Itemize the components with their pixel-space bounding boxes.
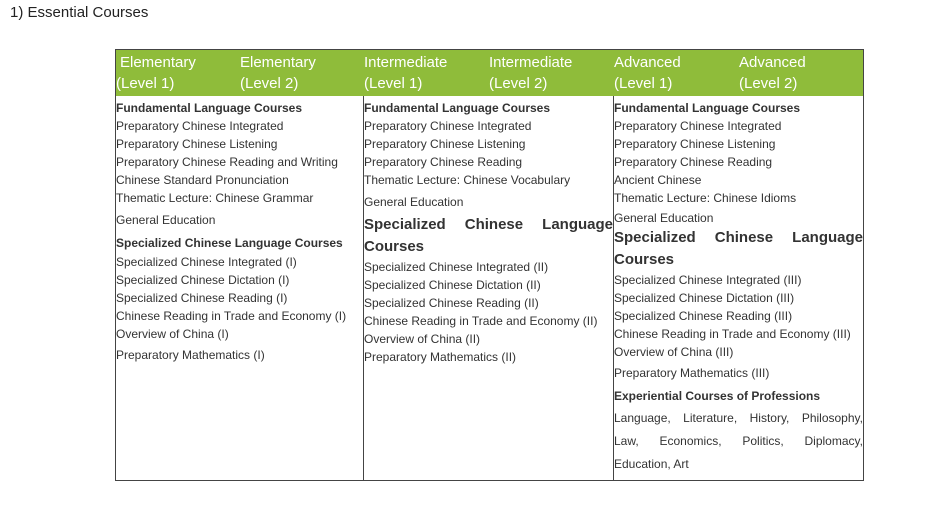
heading-word: Chinese	[714, 229, 774, 246]
course-item: Preparatory Chinese Listening	[614, 137, 776, 151]
elementary-courses-cell	[116, 96, 364, 480]
fundamental-heading: Fundamental Language Courses	[116, 101, 303, 115]
course-item: Specialized Chinese Reading (I)	[116, 291, 288, 305]
course-item: Thematic Lecture: Chinese Vocabulary	[364, 173, 571, 187]
math-course: Preparatory Mathematics (II)	[364, 350, 517, 364]
level-name: Elementary	[120, 54, 196, 71]
course-item: Specialized Chinese Dictation (I)	[116, 273, 290, 287]
course-item: Ancient Chinese	[614, 173, 702, 187]
specialized-heading	[364, 214, 613, 236]
heading-word: Language	[542, 216, 613, 233]
profession-item: Diplomacy,	[804, 434, 863, 448]
header-cell-advanced-2	[739, 50, 863, 96]
table-header	[116, 50, 863, 96]
course-item: Preparatory Chinese Integrated	[116, 119, 284, 133]
header-cell-advanced-1	[614, 50, 739, 96]
fundamental-heading: Fundamental Language Courses	[614, 101, 801, 115]
course-item: Specialized Chinese Integrated (III)	[614, 273, 802, 287]
experiential-line-3: Education, Art	[614, 457, 689, 471]
math-course: Preparatory Mathematics (III)	[614, 366, 770, 380]
level-name: Advanced	[739, 54, 806, 71]
intermediate-courses-cell	[364, 96, 614, 480]
general-education: General Education	[116, 213, 216, 227]
profession-item: Literature,	[683, 411, 738, 425]
experiential-line-2	[614, 430, 863, 453]
level-sub: (Level 2)	[240, 75, 299, 92]
course-item: Specialized Chinese Dictation (III)	[614, 291, 795, 305]
course-item: Preparatory Chinese Reading and Writing	[116, 155, 338, 169]
general-education: General Education	[364, 195, 464, 209]
profession-item: Philosophy,	[801, 411, 863, 425]
course-item: Chinese Reading in Trade and Economy (I)	[116, 309, 347, 323]
courses-table	[115, 49, 864, 481]
course-item: Overview of China (III)	[614, 345, 734, 359]
course-item: Preparatory Chinese Listening	[364, 137, 526, 151]
heading-word: Language	[792, 229, 863, 246]
level-name: Intermediate	[364, 54, 448, 71]
course-item: Thematic Lecture: Chinese Idioms	[614, 191, 797, 205]
section-title: 1) Essential Courses	[10, 4, 149, 21]
course-item: Chinese Standard Pronunciation	[116, 173, 289, 187]
course-item: Thematic Lecture: Chinese Grammar	[116, 191, 314, 205]
course-item: Specialized Chinese Reading (III)	[614, 309, 793, 323]
specialized-heading	[614, 227, 863, 249]
course-item: Preparatory Chinese Integrated	[364, 119, 532, 133]
specialized-heading-last: Courses	[364, 238, 425, 255]
specialized-heading-last: Courses	[614, 251, 675, 268]
profession-item: Language,	[614, 411, 671, 425]
level-sub: (Level 1)	[614, 75, 673, 92]
course-item: Specialized Chinese Dictation (II)	[364, 278, 541, 292]
header-cell-elementary-1	[116, 50, 240, 96]
math-course: Preparatory Mathematics (I)	[116, 348, 265, 362]
profession-item: Economics,	[659, 434, 722, 448]
level-name: Intermediate	[489, 54, 573, 71]
level-sub: (Level 2)	[489, 75, 548, 92]
heading-word: Specialized	[364, 216, 446, 233]
profession-item: Politics,	[742, 434, 784, 448]
general-education: General Education	[614, 211, 714, 225]
profession-item: Law,	[614, 434, 639, 448]
course-item: Specialized Chinese Integrated (I)	[116, 255, 297, 269]
course-item: Preparatory Chinese Reading	[364, 155, 523, 169]
profession-item: History,	[749, 411, 790, 425]
advanced-courses-cell	[614, 96, 863, 480]
heading-word: Specialized	[614, 229, 696, 246]
course-item: Specialized Chinese Reading (II)	[364, 296, 539, 310]
course-item: Chinese Reading in Trade and Economy (III)	[614, 327, 851, 341]
course-item: Preparatory Chinese Reading	[614, 155, 773, 169]
course-item: Preparatory Chinese Listening	[116, 137, 278, 151]
level-name: Advanced	[614, 54, 681, 71]
course-item: Chinese Reading in Trade and Economy (II)	[364, 314, 598, 328]
header-cell-intermediate-1	[364, 50, 489, 96]
experiential-heading: Experiential Courses of Professions	[614, 389, 821, 403]
level-name: Elementary	[240, 54, 316, 71]
header-cell-intermediate-2	[489, 50, 614, 96]
header-cell-elementary-2	[240, 50, 364, 96]
level-sub: (Level 1)	[364, 75, 423, 92]
fundamental-heading: Fundamental Language Courses	[364, 101, 551, 115]
course-item: Preparatory Chinese Integrated	[614, 119, 782, 133]
heading-word: Chinese	[464, 216, 524, 233]
table-body	[116, 96, 863, 480]
course-item: Overview of China (I)	[116, 327, 229, 341]
experiential-line-1	[614, 407, 863, 430]
specialized-heading: Specialized Chinese Language Courses	[116, 236, 343, 250]
course-item: Specialized Chinese Integrated (II)	[364, 260, 549, 274]
course-item: Overview of China (II)	[364, 332, 481, 346]
level-sub: (Level 2)	[739, 75, 798, 92]
level-sub: (Level 1)	[116, 75, 175, 92]
